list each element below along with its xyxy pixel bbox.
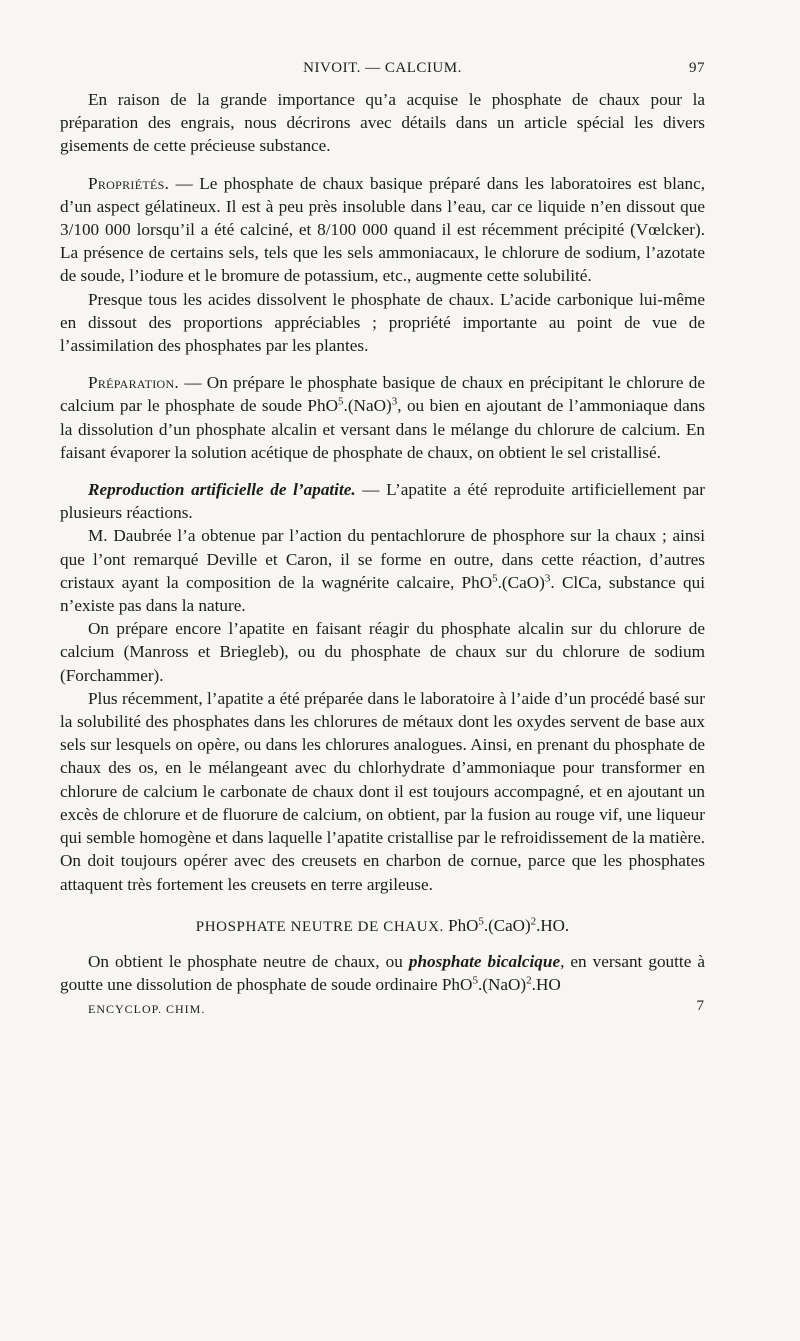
preparation-text-a: — On prépare le phosphate basique de chaux en précipitant le chlorure de calcium par le phosphate de soude PhO: [60, 373, 705, 416]
neutre-sup-1: 5: [472, 974, 478, 987]
footer-sheet-number: 7: [696, 998, 705, 1015]
running-header: [60, 60, 705, 84]
daubree-sup-2: 3: [544, 572, 551, 585]
formula-sup-1: 5: [478, 915, 484, 928]
preparation-text-c: , ou bien en ajoutant de l’ammoniaque dans la dissolution d’un phosphate alcalin et versant dans le mélange du chlorure de calcium. En faisant évaporer la solution acétique de phosphate de chaux, on obtient le sel cristallisé.: [60, 396, 706, 462]
preparation-sup-2: 3: [391, 395, 398, 408]
neutre-text-a: On obtient le phosphate neutre de chaux, ou: [88, 951, 409, 971]
paragraph-proprietes: [60, 172, 705, 288]
paragraph-reproduction: [60, 478, 705, 524]
section-label-preparation: Préparation.: [88, 373, 180, 393]
section-label-proprietes: Propriétés.: [88, 173, 170, 193]
neutre-text-c: .(NaO): [477, 974, 527, 994]
daubree-sup-1: 5: [492, 572, 498, 585]
paragraph-recemment: [60, 687, 705, 896]
paragraph-acides-text: Presque tous les acides dissolvent le phosphate de chaux. L’acide carbonique lui-même en dissout des proportions appréciables ; propriété importante au point de vue de l’assimilation des phosphates par les plantes.: [60, 289, 705, 356]
paragraph-acides: [60, 288, 705, 358]
paragraph-intro-text: En raison de la grande importance qu’a acquise le phosphate de chaux pour la préparation des engrais, nous décrirons avec détails dans un article spécial les divers gisements de cette précieuse substance.: [60, 90, 705, 156]
formula-part-a: PhO: [443, 915, 479, 935]
paragraph-daubree: [60, 524, 705, 617]
page-number: 97: [689, 60, 705, 76]
paragraph-neutre: [60, 950, 705, 996]
recemment-text: Plus récemment, l’apatite a été préparée dans le laboratoire à l’aide d’un procédé basé sur la solubilité des phosphates dans les chlorures de métaux dont les oxydes servent de base aux sels sur lesquels on opère, ou dans les chlorures analogues. Ainsi, en prenant du phosphate de chaux des os, en le mélangeant avec du chlorhydrate d’ammoniaque pour transformer en chlorure de calcium le carbonate de chaux dont il est toujours accompagné, et en ajoutant un excès de chlorure et de fluorure de calcium, on obtient, par la fusion au rouge vif, une liqueur qui semble homogène et dans laquelle l’apatite cristallise par le refroidissement de la matière. On doit toujours opérer avec des creusets en charbon de cornue, parce que les phosphates attaquent très fortement les creusets en terre argileuse.: [60, 688, 705, 894]
section-label-reproduction: Reproduction artificielle de l’apatite.: [88, 480, 356, 500]
preparation-text-b: .(NaO): [343, 396, 392, 416]
paragraph-intro: [60, 88, 705, 158]
preparation-sup-1: 5: [338, 395, 344, 408]
section-title-label: PHOSPHATE NEUTRE DE CHAUX.: [195, 918, 444, 935]
formula-part-c: .HO.: [536, 915, 570, 935]
neutre-text-b: , en versant goutte à goutte une dissolution de phosphate de soude ordinaire PhO: [60, 951, 705, 994]
encore-text: On prépare encore l’apatite en faisant réagir du phosphate alcalin sur du chlorure de calcium (Manross et Briegleb), ou du phosphate de chaux sur du chlorure de sodium (Forchammer).: [60, 619, 705, 685]
daubree-text-b: .(CaO): [497, 572, 545, 592]
reproduction-text: — L’apatite a été reproduite artificiellement par plusieurs réactions.: [60, 480, 705, 523]
paragraph-preparation: [60, 371, 705, 464]
daubree-text-c: . ClCa, substance qui n’existe pas dans la nature.: [60, 572, 705, 616]
page-footer: [60, 998, 705, 1022]
neutre-sup-2: 2: [526, 974, 532, 987]
neutre-italic-term: phosphate bicalcique: [408, 951, 561, 971]
paragraph-proprietes-text: — Le phosphate de chaux basique préparé dans les laboratoires est blanc, d’un aspect gélatineux. Il est à peu près insoluble dans l’eau, car ce liquide n’en dissout que 3/100 000 lorsqu’il a été calciné, et 8/100 000 quand il est récemment précipité (Vœlcker). La présence de certains sels, tels que les sels ammoniacaux, le chlorure de sodium, l’azotate de soude, l’iodure et le bromure de potassium, etc., augmente cette solubilité.: [60, 173, 705, 286]
footer-signature: ENCYCLOP. CHIM.: [88, 1002, 206, 1017]
formula-part-b: .(CaO): [483, 915, 531, 935]
daubree-text-a: M. Daubrée l’a obtenue par l’action du pentachlorure de phosphore sur la chaux ; ainsi que l’ont remarqué Deville et Caron, il se forme en outre, dans cette réaction, d’autres cristaux ayant la composition de la wagnérite calcaire, PhO: [60, 526, 705, 592]
paragraph-encore: [60, 617, 705, 687]
neutre-text-d: .HO: [531, 974, 561, 994]
formula-sup-2: 2: [530, 915, 537, 928]
running-title: NIVOIT. — CALCIUM.: [303, 60, 462, 76]
section-title-phosphate-neutre: [60, 916, 705, 936]
